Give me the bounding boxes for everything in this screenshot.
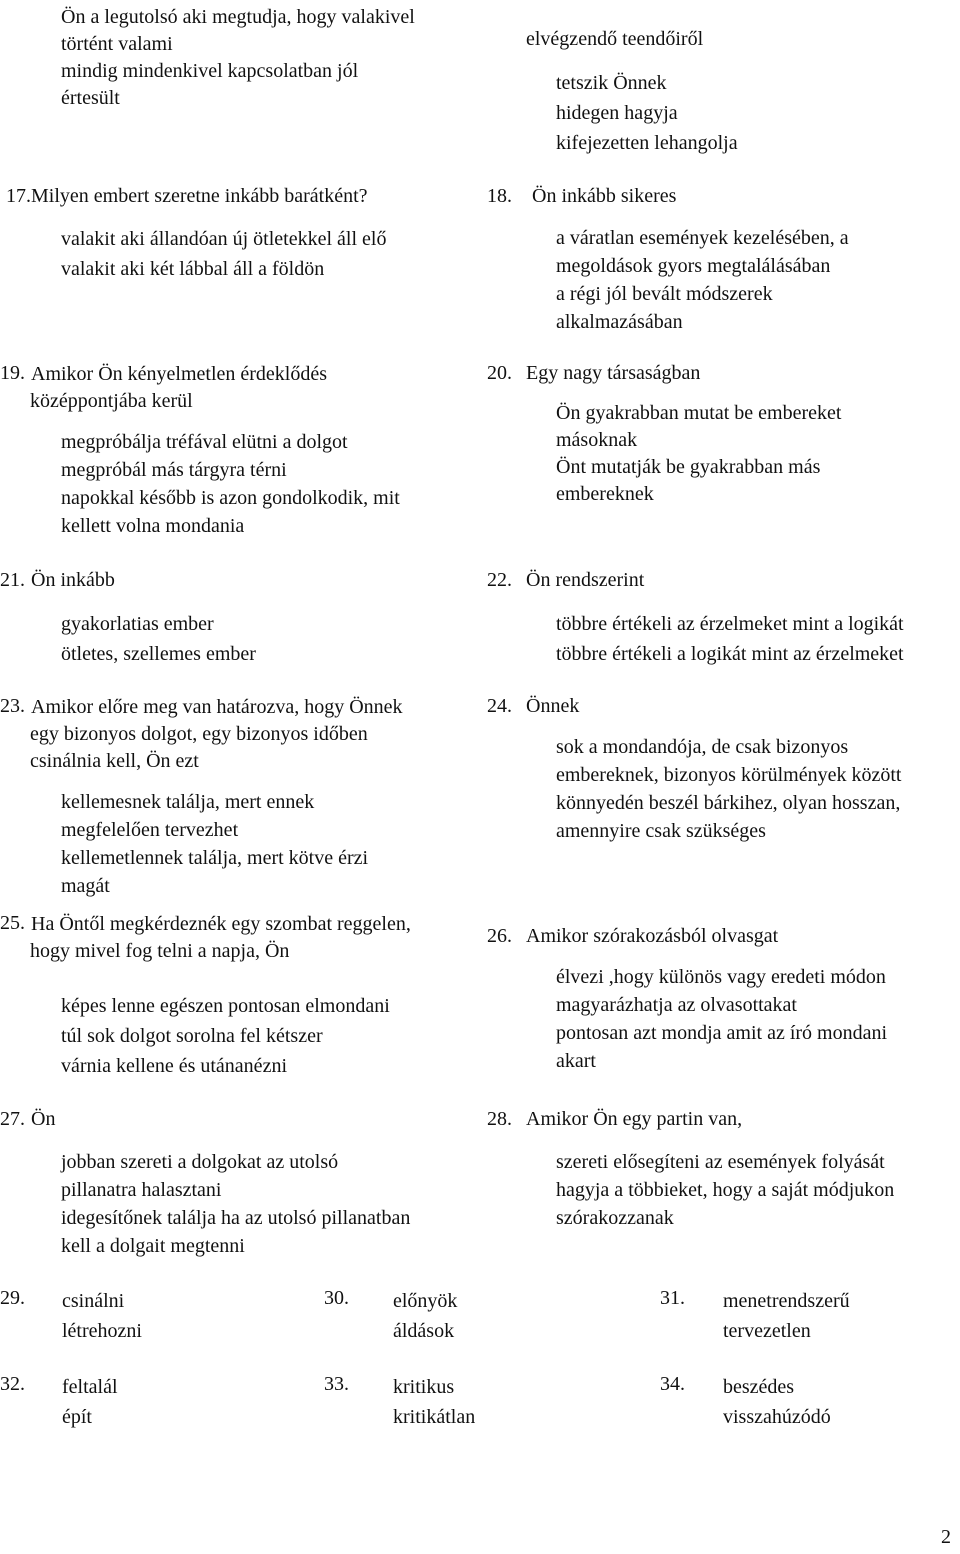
pair-29-word-b: létrehozni <box>62 1320 142 1342</box>
q18-option-2-cont: alkalmazásában <box>556 311 683 333</box>
q19-question-line-1: Amikor Ön kényelmetlen érdeklődés <box>31 363 328 385</box>
q26-option-2: pontosan azt mondja amit az író mondani <box>556 1022 888 1044</box>
q28-option-2: hagyja a többieket, hogy a saját módjukon <box>556 1179 895 1201</box>
q24-options <box>556 733 901 845</box>
q26-question: Amikor szórakozásból olvasgat <box>526 925 779 947</box>
pair-32-word-b: épít <box>62 1406 92 1428</box>
pair-32-word-a: feltalál <box>62 1376 118 1398</box>
q23-option-1-cont: megfelelően tervezhet <box>61 819 239 841</box>
q21-option-1: gyakorlatias ember <box>61 613 214 635</box>
q19-option-3-cont: kellett volna mondania <box>61 515 245 537</box>
q17-option-1: valakit aki állandóan új ötletekkel áll elő <box>61 228 387 250</box>
pair-29-number: 29. <box>0 1287 25 1309</box>
q28-option-2-cont: szórakozzanak <box>556 1207 674 1229</box>
q16-option-1: Ön a legutolsó aki megtudja, hogy valakivel <box>61 6 415 28</box>
q20-option-1-cont: másoknak <box>556 429 638 451</box>
q20-options <box>556 400 841 508</box>
q23-option-2-cont: magát <box>61 875 110 897</box>
q19-question-line-2: középpontjába kerül <box>30 390 193 412</box>
page-number: 2 <box>941 1526 951 1548</box>
q23-question-line-2: egy bizonyos dolgot, egy bizonyos időben <box>30 723 368 745</box>
q22-number: 22. <box>487 569 512 591</box>
q24-question: Önnek <box>526 695 580 717</box>
q21-question: Ön inkább <box>31 569 115 591</box>
q20-number: 20. <box>487 362 512 384</box>
q28-number: 28. <box>487 1108 512 1130</box>
q24-option-1-cont: embereknek, bizonyos körülmények között <box>556 764 902 786</box>
q21-option-2: ötletes, szellemes ember <box>61 643 256 665</box>
pair-34-word-a: beszédes <box>723 1376 795 1398</box>
pair-34-words <box>723 1372 831 1432</box>
q25-question <box>31 911 411 938</box>
q19-question-cont <box>30 388 193 415</box>
q19-question <box>31 361 327 388</box>
pair-31-number: 31. <box>660 1287 685 1309</box>
q22-option-1: többre értékeli az érzelmeket mint a logikát <box>556 613 904 635</box>
q23-options <box>61 788 368 900</box>
q23-question-cont <box>30 721 368 775</box>
q23-question-line-3: csinálnia kell, Ön ezt <box>30 750 199 772</box>
q24-number: 24. <box>487 695 512 717</box>
q25-question-line-1: Ha Öntől megkérdeznék egy szombat reggelen, <box>31 913 411 935</box>
q21-options <box>61 609 256 669</box>
pair-32-words <box>62 1372 118 1432</box>
q27-question: Ön <box>31 1108 56 1130</box>
q28-question: Amikor Ön egy partin van, <box>526 1108 743 1130</box>
q21-number: 21. <box>0 569 25 591</box>
q20-question: Egy nagy társaságban <box>526 362 701 384</box>
q19-options <box>61 428 400 540</box>
q16-option-2: mindig mindenkivel kapcsolatban jól <box>61 60 359 82</box>
q16-option-1-cont: történt valami <box>61 33 173 55</box>
pair-29-word-a: csinálni <box>62 1290 125 1312</box>
q23-question-line-1: Amikor előre meg van határozva, hogy Önnek <box>31 696 403 718</box>
pair-31-word-a: menetrendszerű <box>723 1290 850 1312</box>
pair-33-words <box>393 1372 475 1432</box>
pair-34-number: 34. <box>660 1373 685 1395</box>
q16b-option-3: kifejezetten lehangolja <box>556 132 738 154</box>
q25-option-2: túl sok dolgot sorolna fel kétszer <box>61 1025 323 1047</box>
q17-number: 17. <box>6 185 31 207</box>
q16b-option-1: tetszik Önnek <box>556 72 667 94</box>
q25-question-line-2: hogy mivel fog telni a napja, Ön <box>30 940 290 962</box>
q16b-option-2: hidegen hagyja <box>556 102 678 124</box>
q22-question: Ön rendszerint <box>526 569 645 591</box>
q25-option-1: képes lenne egészen pontosan elmondani <box>61 995 390 1017</box>
pair-34-word-b: visszahúzódó <box>723 1406 831 1428</box>
q25-option-3: várnia kellene és utánanézni <box>61 1055 287 1077</box>
q26-number: 26. <box>487 925 512 947</box>
q26-option-1: élvezi ,hogy különös vagy eredeti módon <box>556 966 886 988</box>
q24-option-1: sok a mondandója, de csak bizonyos <box>556 736 849 758</box>
q23-question <box>31 694 403 721</box>
pair-30-number: 30. <box>324 1287 349 1309</box>
q22-option-2: többre értékeli a logikát mint az érzelmeket <box>556 643 904 665</box>
q17-question: Milyen embert szeretne inkább barátként? <box>31 185 368 207</box>
q17-option-2: valakit aki két lábbal áll a földön <box>61 258 325 280</box>
pair-33-word-b: kritikátlan <box>393 1406 476 1428</box>
q28-options <box>556 1148 894 1232</box>
q24-option-2-cont: amennyire csak szükséges <box>556 820 766 842</box>
q20-option-2: Önt mutatják be gyakrabban más <box>556 456 821 478</box>
q18-question: Ön inkább sikeres <box>532 185 677 207</box>
pair-33-number: 33. <box>324 1373 349 1395</box>
q19-option-3: napokkal később is azon gondolkodik, mit <box>61 487 400 509</box>
q19-option-1: megpróbálja tréfával elütni a dolgot <box>61 431 348 453</box>
q18-option-1-cont: megoldások gyors megtalálásában <box>556 255 831 277</box>
pair-31-words <box>723 1286 850 1346</box>
q27-number: 27. <box>0 1108 25 1130</box>
pair-30-word-a: előnyök <box>393 1290 458 1312</box>
q27-option-1-cont: pillanatra halasztani <box>61 1179 222 1201</box>
q26-options <box>556 963 887 1075</box>
pair-29-words <box>62 1286 142 1346</box>
q25-options <box>61 991 390 1081</box>
q18-options <box>556 224 849 336</box>
q22-options <box>556 609 904 669</box>
q23-number: 23. <box>0 695 25 717</box>
q25-question-cont <box>30 938 289 965</box>
q16b-options <box>556 68 738 158</box>
q28-option-1: szereti elősegíteni az események folyását <box>556 1151 885 1173</box>
q18-number: 18. <box>487 185 512 207</box>
q27-options <box>61 1148 410 1260</box>
q27-option-2-cont: kell a dolgait megtenni <box>61 1235 245 1257</box>
q16-option-2-cont: értesült <box>61 87 120 109</box>
q18-option-2: a régi jól bevált módszerek <box>556 283 773 305</box>
q20-option-2-cont: embereknek <box>556 483 654 505</box>
q20-option-1: Ön gyakrabban mutat be embereket <box>556 402 842 424</box>
q27-option-1: jobban szereti a dolgokat az utolsó <box>61 1151 339 1173</box>
pair-31-word-b: tervezetlen <box>723 1320 811 1342</box>
q26-option-1-cont: magyarázhatja az olvasottakat <box>556 994 797 1016</box>
q19-number: 19. <box>0 362 25 384</box>
q23-option-1: kellemesnek találja, mert ennek <box>61 791 315 813</box>
pair-30-words <box>393 1286 457 1346</box>
q26-option-2-cont: akart <box>556 1050 596 1072</box>
pair-32-number: 32. <box>0 1373 25 1395</box>
q24-option-2: könnyedén beszél bárkihez, olyan hosszan, <box>556 792 901 814</box>
q25-number: 25. <box>0 912 25 934</box>
q27-option-2: idegesítőnek találja ha az utolsó pillanatban <box>61 1207 411 1229</box>
q16b-title: elvégzendő teendőiről <box>526 28 704 50</box>
q17-options <box>61 224 386 284</box>
q19-option-2: megpróbál más tárgyra térni <box>61 459 287 481</box>
q18-option-1: a váratlan események kezelésében, a <box>556 227 849 249</box>
q16-options <box>61 4 415 112</box>
pair-30-word-b: áldások <box>393 1320 455 1342</box>
pair-33-word-a: kritikus <box>393 1376 455 1398</box>
q23-option-2: kellemetlennek találja, mert kötve érzi <box>61 847 369 869</box>
